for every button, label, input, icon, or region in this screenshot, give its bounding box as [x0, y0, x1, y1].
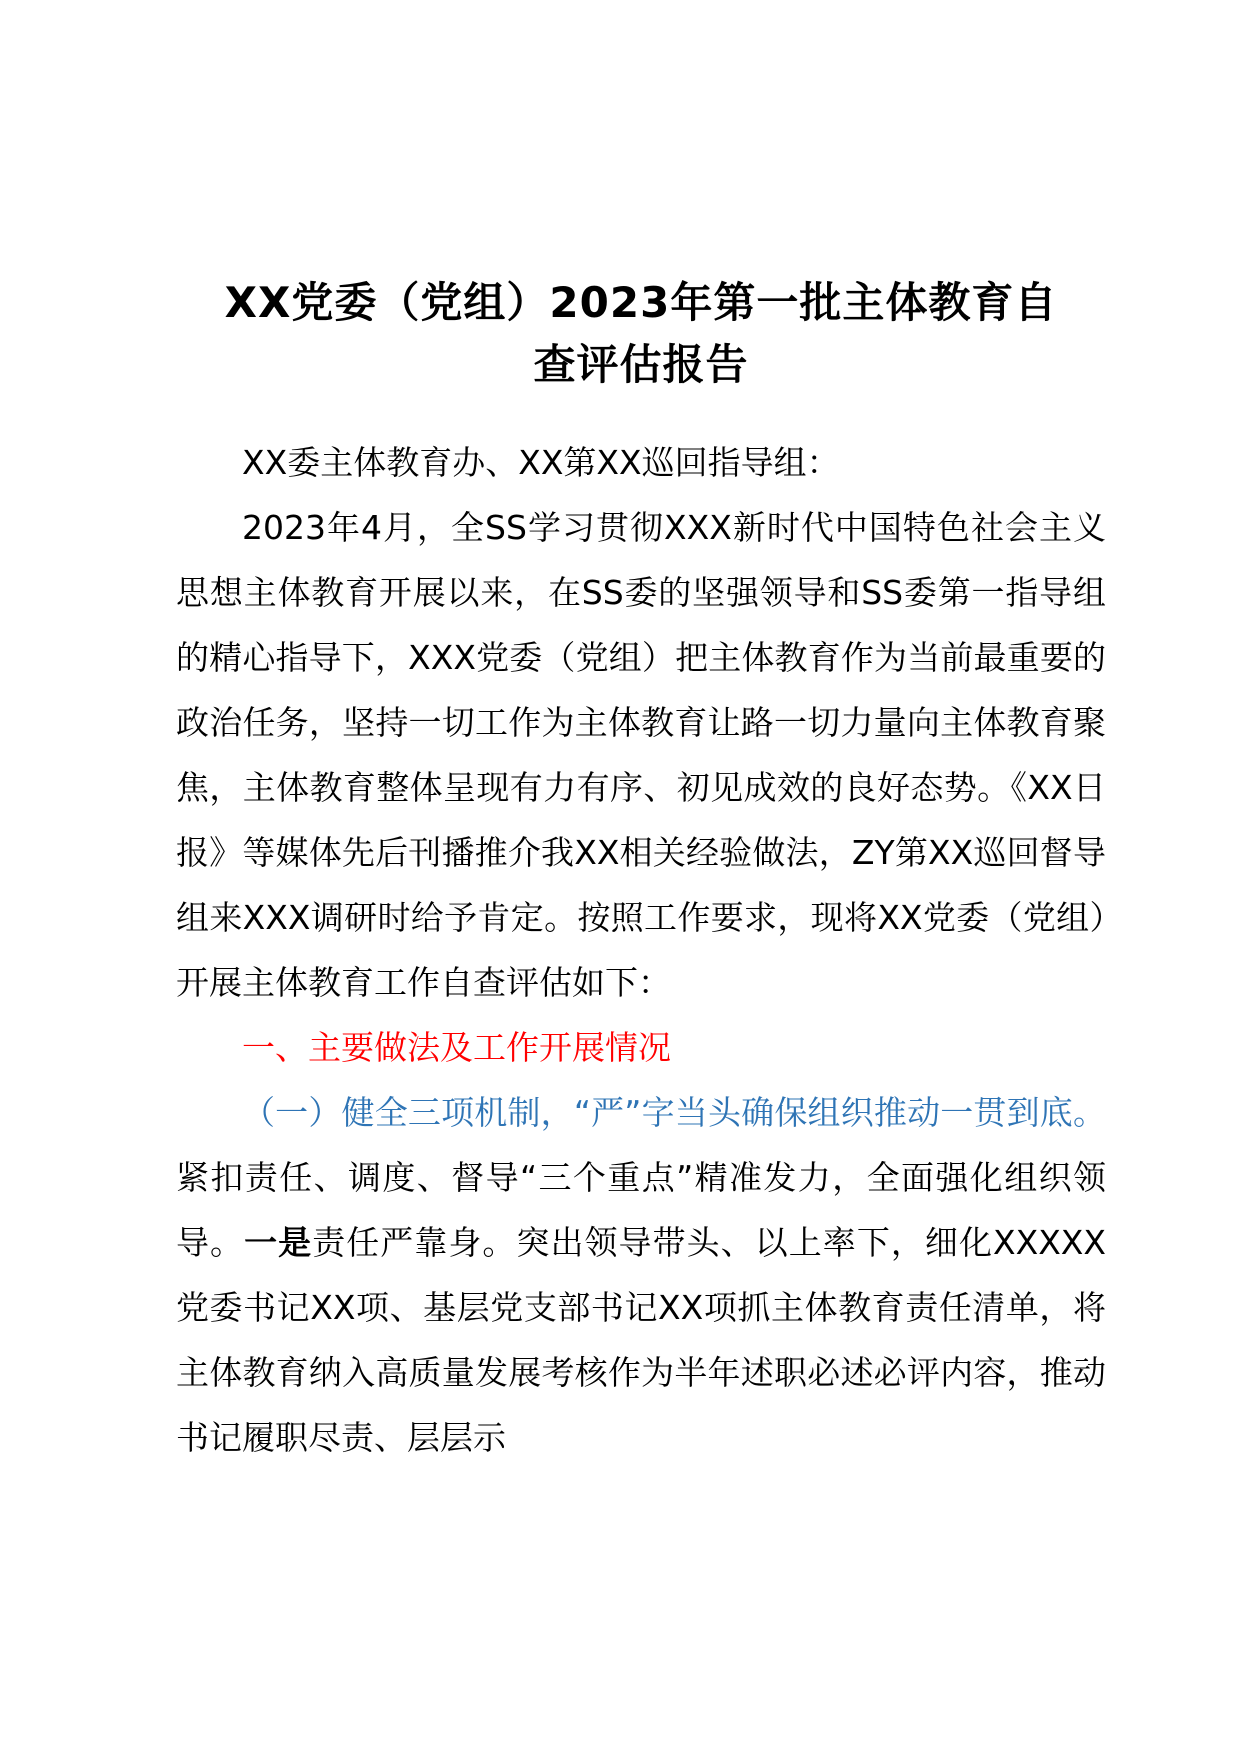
emphasis-text: 一是	[244, 1223, 313, 1262]
document-title	[176, 272, 1106, 396]
paragraph-text-part2: 责任严靠身。突出领导带头、以上率下，细化XXXXX党委书记XX项、基层党支部书记XX项抓主体教育责任清单，将主体教育纳入高质量发展考核作为半年述职必述必评内容，推动书记履职尽责、层层示	[176, 1223, 1107, 1457]
title-line-1: XX党委（党组）2023年第一批主体教育自	[224, 278, 1058, 327]
paragraph-text-part1: 紧扣责任、调度、督导“三个重点”精准发力，全面强化组织领导。	[176, 1158, 1106, 1262]
title-line-2: 查评估报告	[533, 340, 749, 389]
salutation: XX委主体教育办、XX第XX巡回指导组：	[242, 443, 840, 482]
document-body	[176, 430, 1106, 1470]
paragraph-mechanisms	[176, 1080, 1106, 1470]
section-heading-1: 一、主要做法及工作开展情况	[242, 1028, 671, 1067]
paragraph-intro: 2023年4月，全SS学习贯彻XXX新时代中国特色社会主义思想主体教育开展以来，在SS委的坚强领导和SS委第一指导组的精心指导下，XXX党委（党组）把主体教育作为当前最重要的政治任务，坚持一切工作为主体教育让路一切力量向主体教育聚焦，主体教育整体呈现有力有序、初见成效的良好态势。《XX日报》等媒体先后刊播推介我XX相关经验做法，ZY第XX巡回督导组来XXX调研时给予肯定。按照工作要求，现将XX党委（党组）开展主体教育工作自查评估如下：	[176, 508, 1106, 1002]
document-content	[176, 272, 1106, 1470]
subsection-heading-1: （一）健全三项机制，“严”字当头确保组织推动一贯到底。	[242, 1093, 1106, 1132]
